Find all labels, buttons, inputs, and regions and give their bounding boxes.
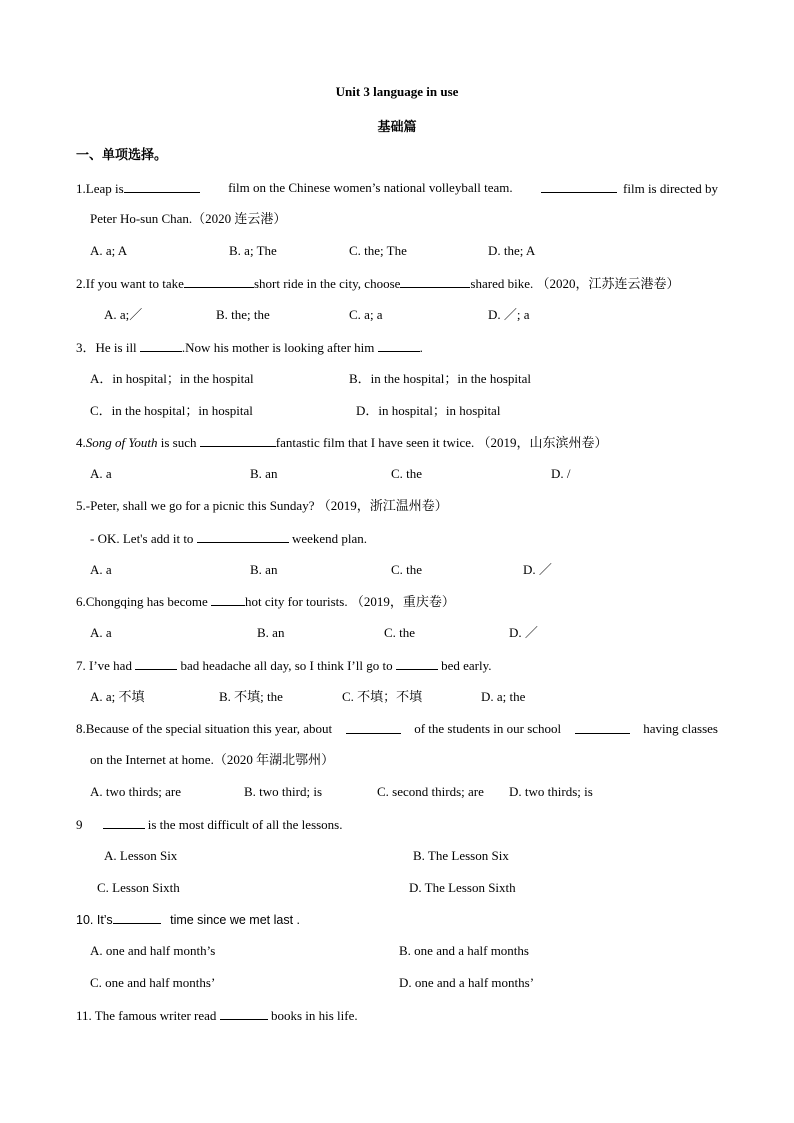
q7-option-c: C. 不填；不填: [342, 689, 423, 704]
answer-blank: [220, 1007, 268, 1020]
q4-option-a: A. a: [90, 466, 112, 481]
question-11: [76, 1007, 358, 1024]
q5-text-b: - OK. Let's add it to: [90, 531, 194, 546]
question-8: [76, 721, 718, 737]
q2-option-b: B. the; the: [216, 307, 270, 322]
q1-option-c: C. the; The: [349, 243, 407, 258]
q8-option-d: D. two thirds; is: [509, 784, 593, 799]
q7-option-b: B. 不填; the: [219, 689, 283, 704]
q4-option-c: C. the: [391, 466, 423, 481]
answer-blank: [124, 180, 200, 193]
q1-text-d: Peter Ho-sun Chan.（2020 连云港）: [90, 211, 287, 226]
question-6: [76, 593, 455, 610]
q6-text-a: 6.Chongqing has become: [76, 594, 208, 609]
q3-option-c: C．in the hospital；in hospital: [90, 403, 253, 418]
page-subtitle: 基础篇: [377, 119, 417, 134]
q10-option-d: D. one and a half months’: [399, 975, 535, 990]
q8-text-a: 8.Because of the special situation this year, about: [76, 721, 333, 736]
answer-blank: [396, 657, 438, 670]
q10-option-b: B. one and a half months: [399, 943, 529, 958]
q1-option-b: B. a; The: [229, 243, 277, 258]
question-4: [76, 434, 608, 451]
question-1: [76, 180, 718, 197]
q2-option-c: C. a; a: [349, 307, 383, 322]
q7-option-d: D. a; the: [481, 689, 526, 704]
q6-option-d: D. ／: [509, 625, 538, 640]
q2-text-c: shared bike. （2020，江苏连云港卷）: [470, 276, 680, 291]
q2-option-d: D. ／; a: [488, 307, 530, 322]
answer-blank: [378, 339, 420, 352]
q8-text-b: of the students in our school: [414, 721, 562, 736]
answer-blank: [211, 593, 245, 606]
q2-option-a: A. a;／: [104, 307, 143, 322]
q4-title-italic: Song of Youth: [85, 435, 158, 450]
q10-text-b: time since we met last .: [170, 913, 300, 927]
question-7: [76, 657, 492, 674]
q3-text-c: .: [419, 340, 423, 355]
q11-text-a: 11. The famous writer read: [76, 1008, 217, 1023]
q2-text-a: 2.If you want to take: [76, 276, 184, 291]
q3-option-d: D．in hospital；in hospital: [356, 403, 501, 418]
q7-text-c: bed early.: [441, 658, 492, 673]
answer-blank: [113, 911, 161, 924]
q11-text-b: books in his life.: [270, 1008, 358, 1023]
q7-text-a: 7. I’ve had: [76, 658, 132, 673]
q1-text-a: 1.Leap is: [76, 181, 124, 196]
q4-option-d: D. /: [551, 466, 571, 481]
q9-text-a: 9: [76, 817, 83, 832]
q8-option-c: C. second thirds; are: [377, 784, 484, 799]
q7-text-b: bad headache all day, so I think I’ll go to: [180, 658, 393, 673]
q9-text-b: is the most difficult of all the lessons.: [147, 817, 343, 832]
q5-option-c: C. the: [391, 562, 423, 577]
answer-blank: [135, 657, 177, 670]
q4-text-a: 4.: [76, 435, 86, 450]
page-title: Unit 3 language in use: [335, 84, 459, 99]
q6-option-c: C. the: [384, 625, 416, 640]
answer-blank: [200, 434, 276, 447]
answer-blank: [184, 275, 254, 288]
answer-blank: [575, 721, 630, 734]
q5-option-a: A. a: [90, 562, 112, 577]
q1-text-c: film is directed by: [623, 181, 718, 196]
q1-option-a: A. a; A: [90, 243, 128, 258]
q3-option-b: B．in the hospital；in the hospital: [349, 371, 531, 386]
question-9: [76, 816, 343, 833]
q8-text-c: having classes: [643, 721, 718, 736]
q9-option-c: C. Lesson Sixth: [97, 880, 180, 895]
q9-option-b: B. The Lesson Six: [413, 848, 509, 863]
q3-text-b: .Now his mother is looking after him: [181, 340, 375, 355]
q5-text-c: weekend plan.: [291, 531, 368, 546]
q10-text-a: 10. It’s: [76, 913, 113, 927]
q6-option-a: A. a: [90, 625, 112, 640]
q9-option-a: A. Lesson Six: [104, 848, 178, 863]
question-5-reply: [90, 530, 367, 547]
q6-text-b: hot city for tourists. （2019，重庆卷）: [245, 594, 455, 609]
section-heading: 一、单项选择。: [76, 148, 168, 163]
q5-text-a: 5.-Peter, shall we go for a picnic this Sunday? （2019，浙江温州卷）: [76, 498, 448, 513]
q1-option-d: D. the; A: [488, 243, 536, 258]
q5-option-d: D. ／: [523, 562, 552, 577]
q5-option-b: B. an: [250, 562, 278, 577]
q6-option-b: B. an: [257, 625, 285, 640]
answer-blank: [541, 180, 617, 193]
q4-text-b: is such: [157, 435, 197, 450]
answer-blank: [197, 530, 289, 543]
q4-text-c: fantastic film that I have seen it twice. （2019，山东滨州卷）: [275, 435, 608, 450]
q8-option-a: A. two thirds; are: [90, 784, 181, 799]
q8-option-b: B. two third; is: [244, 784, 323, 799]
q1-text-b: film on the Chinese women’s national volleyball team.: [228, 180, 513, 195]
answer-blank: [140, 339, 182, 352]
q9-option-d: D. The Lesson Sixth: [409, 880, 516, 895]
q8-text-d: on the Internet at home.（2020 年湖北鄂州）: [90, 752, 335, 767]
question-10: [76, 911, 300, 928]
answer-blank: [400, 275, 470, 288]
answer-blank: [103, 816, 145, 829]
answer-blank: [346, 721, 401, 734]
question-2: [76, 275, 679, 292]
q3-text-a: 3．He is ill: [76, 340, 137, 355]
q2-text-b: short ride in the city, choose: [253, 276, 401, 291]
question-3: [76, 339, 423, 356]
q3-option-a: A．in hospital；in the hospital: [90, 371, 254, 386]
q10-option-c: C. one and half months’: [90, 975, 216, 990]
q7-option-a: A. a; 不填: [90, 689, 145, 704]
q10-option-a: A. one and half month’s: [90, 943, 216, 958]
q4-option-b: B. an: [250, 466, 278, 481]
